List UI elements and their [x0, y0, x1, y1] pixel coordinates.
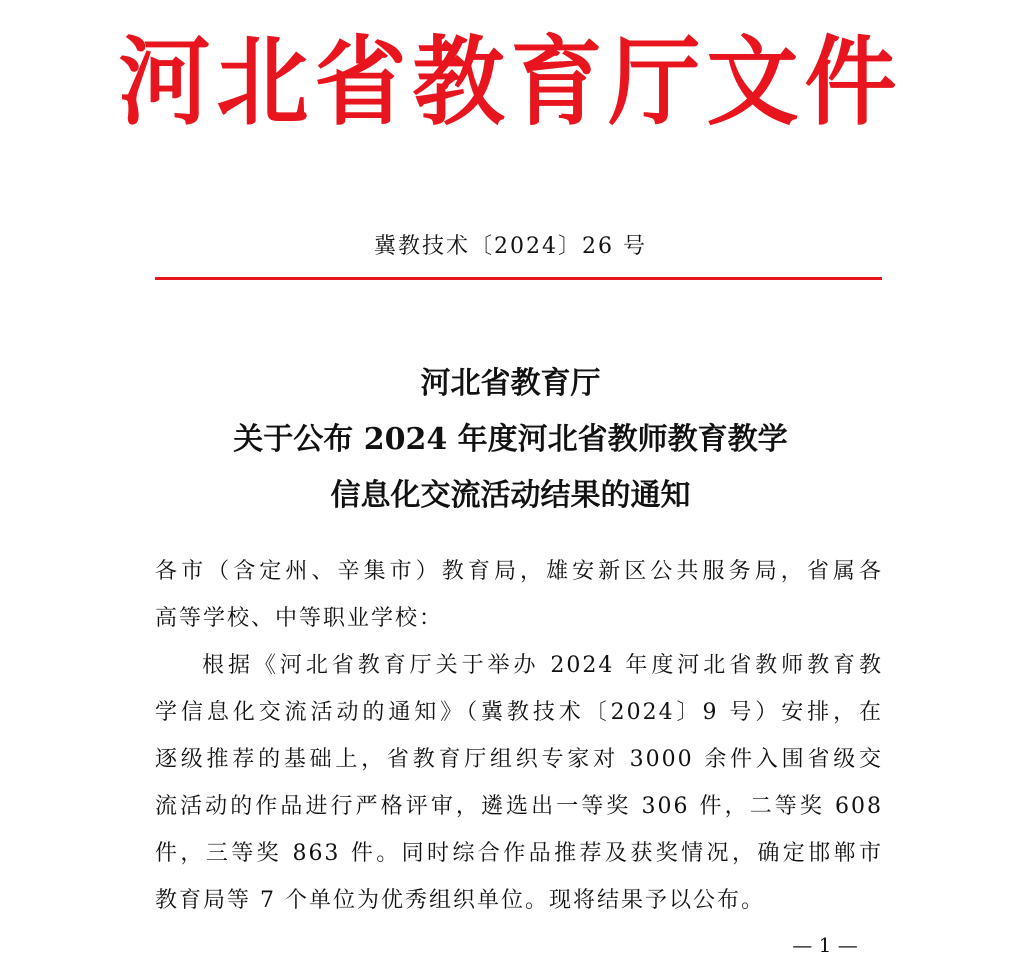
- paragraph-line-5: 件，三等奖 863 件。同时综合作品推荐及获奖情况，确定邯郸市: [155, 841, 883, 866]
- page-number: — 1 —: [792, 933, 858, 957]
- notice-title-line-2: 关于公布 2024 年度河北省教师教育教学: [233, 422, 788, 457]
- addressee-line-1: 各市（含定州、辛集市）教育局，雄安新区公共服务局，省属各: [155, 559, 883, 584]
- paragraph-line-2: 学信息化交流活动的通知》（冀教技术〔2024〕9 号）安排，在: [155, 700, 883, 725]
- addressee-line-2: 高等学校、中等职业学校：: [155, 606, 444, 631]
- red-divider-rule: [155, 277, 882, 280]
- masthead-title: 河北省教育厅文件: [118, 26, 903, 139]
- notice-title: [0, 356, 1021, 524]
- notice-title-line-3: 信息化交流活动结果的通知: [330, 478, 691, 513]
- notice-body: [155, 548, 883, 924]
- paragraph-line-6: 教育局等 7 个单位为优秀组织单位。现将结果予以公布。: [155, 888, 765, 913]
- paragraph-line-1: 根据《河北省教育厅关于举办 2024 年度河北省教师教育教: [202, 653, 883, 678]
- paragraph-line-3: 逐级推荐的基础上，省教育厅组织专家对 3000 余件入围省级交: [155, 747, 883, 772]
- paragraph-line-4: 流活动的作品进行严格评审，遴选出一等奖 306 件，二等奖 608: [155, 794, 883, 819]
- notice-title-line-1: 河北省教育厅: [420, 366, 601, 401]
- document-number: 冀教技术〔2024〕26 号: [374, 234, 647, 259]
